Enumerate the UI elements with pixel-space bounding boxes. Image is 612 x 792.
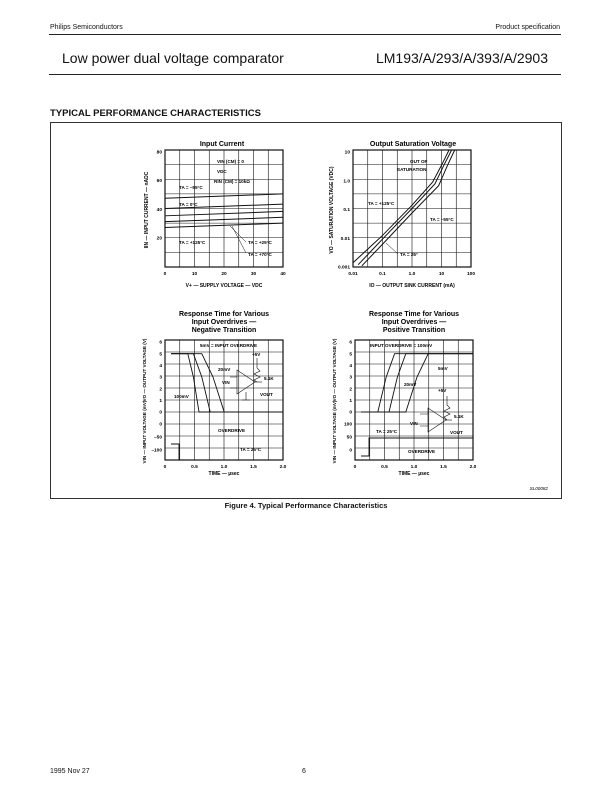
- chart4-ytick: 6: [349, 340, 352, 346]
- chart3-ytick: –100: [151, 448, 162, 454]
- chart3-ytick: –50: [153, 435, 162, 441]
- chart4-title-l3: Positive Transition: [382, 327, 446, 334]
- chart2-xlabel: IO — OUTPUT SINK CURRENT (mA): [369, 283, 455, 289]
- chart1-xtick: 0: [163, 272, 167, 277]
- chart4-ytick: 3: [349, 375, 352, 381]
- chart3-ann-100mv: 100mV: [174, 394, 189, 399]
- chart1-ann-70: TA = +70°C: [248, 252, 272, 257]
- chart4-xtick: 1.5: [440, 465, 447, 470]
- chart1-ann-vdc: VDC: [217, 169, 227, 174]
- chart3-ann-ta: TA = 25°C: [240, 447, 262, 452]
- chart4-ann-ta: TA = 25°C: [376, 429, 398, 434]
- chart4-xtick: 0: [353, 465, 357, 470]
- chart1-title: Input Current: [199, 141, 245, 148]
- chart3-xtick: 1.5: [250, 465, 257, 470]
- doc-title: Low power dual voltage comparator: [62, 50, 284, 66]
- chart4-ytick: 4: [349, 363, 352, 369]
- chart4-ann-5v: +5V: [438, 388, 447, 393]
- chart4-ytick: 2: [349, 387, 352, 393]
- chart3-title-l1: Response Time for Various: [178, 311, 270, 318]
- chart3-ann-5mv: 5mV = INPUT OVERDRIVE: [200, 343, 258, 348]
- chart1-grid: [165, 150, 283, 267]
- chart2-ann-sat: SATURATION: [397, 167, 427, 172]
- chart3-xtick: 0: [163, 465, 167, 470]
- chart3-ann-vout: VOUT: [260, 392, 273, 397]
- chart1-leader-25: [230, 226, 246, 242]
- chart3-ytick: 2: [159, 387, 162, 393]
- chart2-xtick: 100: [466, 272, 476, 277]
- chart2-ann-m55: TA = –55°C: [430, 217, 454, 222]
- chart3-ann-vin: VIN: [222, 380, 230, 385]
- chart4-ylabel-lower: VIN — INPUT VOLTAGE (mV): [332, 400, 337, 464]
- chart1-ann-vincm: VIN (CM) = 0: [217, 159, 244, 164]
- chart3-ytick: 3: [159, 375, 162, 381]
- chart3-ytick: 1: [159, 398, 162, 404]
- chart4-ann-vout: VOUT: [450, 430, 463, 435]
- chart3-ytick: 0: [159, 410, 162, 416]
- chart4-title-l2: Input Overdrives —: [381, 319, 447, 326]
- chart4-ylabel: VO — OUTPUT VOLTAGE (V): [332, 338, 337, 402]
- figure-caption: Figure 4. Typical Performance Characteristics: [224, 501, 388, 510]
- chart4-ann-overdrive: OVERDRIVE: [408, 449, 436, 454]
- chart1-xtick: 10: [191, 272, 198, 277]
- chart2-xtick: 0.1: [379, 272, 386, 277]
- chart3-ann-5k1: 5.1K: [264, 376, 274, 381]
- chart4-ytick: 0: [349, 448, 352, 454]
- chart1-ytick: 80: [156, 150, 162, 156]
- chart3-ann-overdrive: OVERDRIVE: [218, 428, 246, 433]
- chart2-xtick: 10: [438, 272, 445, 277]
- chart4-series-line: [361, 354, 473, 412]
- chart4-series-line: [361, 354, 473, 412]
- chart2-xtick: 1.0: [408, 272, 416, 277]
- figure-code: SL00082: [529, 486, 548, 491]
- chart3-ytick: 4: [159, 363, 162, 369]
- footer-date: 1995 Nov 27: [50, 768, 90, 775]
- chart2-ytick: 10: [344, 150, 350, 156]
- chart3-xtick: 2.0: [279, 465, 287, 470]
- chart4-ann-5k1: 5.1K: [454, 414, 464, 419]
- chart2-xtick: 0.01: [348, 272, 358, 277]
- chart2-ann-out: OUT OF: [410, 159, 428, 164]
- header-spec-type: Product specification: [495, 24, 560, 31]
- chart3-ytick: 6: [159, 340, 162, 346]
- chart3-title-l2: Input Overdrives —: [191, 319, 257, 326]
- chart2-title: Output Saturation Voltage: [369, 141, 457, 148]
- chart4-ann-5mv: 5mV: [438, 366, 448, 371]
- chart3-ylabel-lower: VIN — INPUT VOLTAGE (mV): [142, 400, 147, 464]
- chart2-ytick: 0.01: [340, 236, 350, 242]
- chart1-ann-25: TA = +25°C: [248, 240, 272, 245]
- chart-output-saturation: [329, 141, 475, 289]
- chart1-xtick: 40: [280, 272, 286, 277]
- chart4-ann-vin: VIN: [410, 421, 418, 426]
- chart4-ann-20mv: 20mV: [404, 382, 417, 387]
- chart2-ytick: 0.1: [343, 208, 350, 214]
- chart3-ytick: 5: [159, 352, 162, 358]
- chart4-xtick: 0.5: [381, 465, 388, 470]
- chart1-xlabel: V+ — SUPPLY VOLTAGE — VDC: [185, 283, 263, 289]
- chart1-ann-125: TA = +125°C: [179, 240, 206, 245]
- chart1-ann-rin: RIN (CM) = 10kΩ: [214, 179, 250, 184]
- chart3-ytick: 0: [159, 422, 162, 428]
- chart2-ytick: 0.001: [337, 265, 350, 271]
- chart4-ytick: 50: [346, 435, 352, 441]
- chart1-ytick: 60: [156, 179, 162, 185]
- chart2-ylabel: VO — SATURATION VOLTAGE (VDC): [329, 166, 335, 254]
- chart4-ytick: 5: [349, 352, 352, 358]
- chart4-xlabel: TIME — µsec: [398, 471, 430, 477]
- chart3-ylabel: VO — OUTPUT VOLTAGE (V): [142, 338, 147, 402]
- chart-response-negative: [142, 311, 287, 477]
- chart4-circuit-symbol: [420, 396, 452, 432]
- chart1-ytick: 40: [156, 207, 162, 213]
- chart4-series-line: [361, 354, 473, 412]
- chart4-ytick: 0: [349, 410, 352, 416]
- chart1-xtick: 30: [250, 272, 257, 277]
- chart3-xlabel: TIME — µsec: [208, 471, 240, 477]
- chart1-ytick: 20: [156, 236, 162, 242]
- chart2-ytick: 1.0: [343, 179, 350, 185]
- chart2-ann-25: TA = 25°: [400, 252, 418, 257]
- chart3-input-step: [171, 444, 283, 460]
- section-title: TYPICAL PERFORMANCE CHARACTERISTICS: [50, 108, 261, 119]
- chart3-xtick: 1.0: [220, 465, 228, 470]
- chart3-title-l3: Negative Transition: [191, 327, 257, 334]
- chart4-ytick: 100: [343, 422, 352, 428]
- chart4-xtick: 1.0: [410, 465, 418, 470]
- chart2-ann-125: TA = +125°C: [368, 201, 395, 206]
- header-company: Philips Semiconductors: [50, 24, 123, 31]
- chart1-ann-m55: TA = –55°C: [179, 185, 203, 190]
- chart3-xtick: 0.5: [191, 465, 198, 470]
- part-numbers: LM193/A/293/A/393/A/2903: [375, 50, 548, 66]
- chart1-ylabel: IIN — INPUT CURRENT — nADC: [144, 171, 150, 249]
- footer-page: 6: [302, 768, 306, 775]
- chart3-ann-5v: +5V: [252, 352, 261, 357]
- chart3-ann-20mv: 20mV: [218, 367, 231, 372]
- chart-response-positive: [332, 311, 477, 477]
- chart4-title-l1: Response Time for Various: [368, 311, 460, 318]
- chart4-ytick: 1: [349, 398, 352, 404]
- chart4-xtick: 2.0: [469, 465, 477, 470]
- chart4-ann-100mv: INPUT OVERDRIVE = 100mV: [370, 343, 433, 348]
- chart-input-current: [144, 141, 286, 289]
- chart1-ann-0: TA = 0°C: [179, 202, 198, 207]
- chart1-xtick: 20: [221, 272, 227, 277]
